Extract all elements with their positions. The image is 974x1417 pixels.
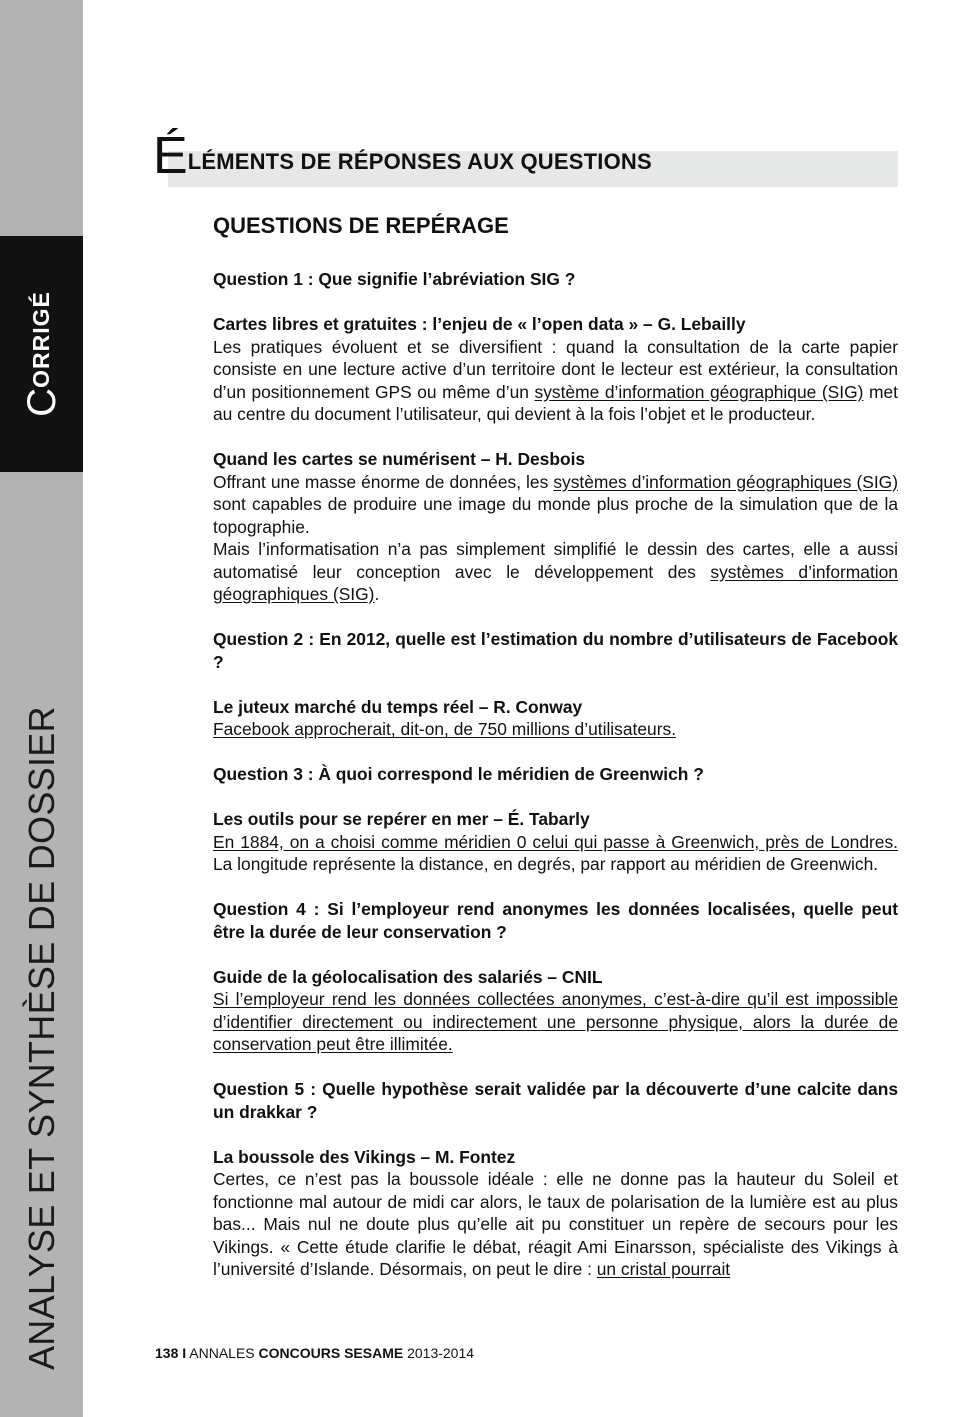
title-initial: É xyxy=(153,127,188,185)
underlined-text: système d’information géographique (SIG) xyxy=(534,381,864,402)
sidebar xyxy=(0,0,83,1417)
text-run: Offrant une masse énorme de données, les xyxy=(213,471,554,492)
source-paragraph xyxy=(213,831,898,876)
underlined-text: systèmes d’information géographiques (SIG) xyxy=(213,561,898,604)
underlined-text: Si l’employeur rend les données collectées anonymes, c’est-à-dire qu’il est impossible d’identifier directement ou indirectement une personne physique, alors la durée de conservation peut être illimitée. xyxy=(213,989,898,1054)
question-4: Question 4 : Si l’employeur rend anonymes les données localisées, quelle peut être la durée de leur conservation ? xyxy=(213,899,898,942)
section-label: ANALYSE ET SYNTHÈSE DE DOSSIER xyxy=(20,706,62,1370)
source-title: Le juteux marché du temps réel – R. Conway xyxy=(213,696,583,717)
source-block xyxy=(213,1146,898,1281)
corrige-rest: ORRIGÉ xyxy=(28,291,54,388)
text-run: Certes, ce n’est pas la boussole idéale : elle ne donne pas la hauteur du Soleil et fonctionne mal autour de midi car alors, le taux de polarisation de la lumière est au plus bas... Mais nul ne doute plus qu’elle ait pu constituer un repère de secours pour les Vikings. « Cette étude clarifie le débat, réagit Ami Einarsson, spécialiste des Vikings à l’université d’Islande. Désormais, on peut le dire : xyxy=(213,1169,898,1279)
page-footer xyxy=(155,1345,474,1361)
page-subtitle: QUESTIONS DE REPÉRAGE xyxy=(213,213,509,238)
source-paragraph xyxy=(213,538,898,606)
title-rest: LÉMENTS DE RÉPONSES AUX QUESTIONS xyxy=(187,149,652,174)
source-title: Les outils pour se repérer en mer – É. Tabarly xyxy=(213,809,590,829)
question-block xyxy=(213,1078,898,1123)
question-5: Question 5 : Quelle hypothèse serait validée par la découverte d’une calcite dans un drakkar ? xyxy=(213,1079,898,1122)
question-2: Question 2 : En 2012, quelle est l’estimation du nombre d’utilisateurs de Facebook ? xyxy=(213,629,898,672)
text-run: La longitude représente la distance, en degrés, par rapport au méridien de Greenwich. xyxy=(213,854,879,874)
text-run: met au centre du document l’utilisateur, qui devient à la fois l’objet et le producteur. xyxy=(213,381,898,424)
underlined-text: Facebook approcherait, dit-on, de 750 millions d’utilisateurs. xyxy=(213,719,677,739)
source-title: Quand les cartes se numérisent – H. Desbois xyxy=(213,449,586,469)
source-paragraph xyxy=(213,1168,898,1281)
text-run: Mais l’informatisation n’a pas simplement simplifié le dessin des cartes, elle a aussi automatisé leur conception avec le développement des xyxy=(213,539,898,582)
question-3: Question 3 : À quoi correspond le méridien de Greenwich ? xyxy=(213,764,704,784)
source-paragraph xyxy=(213,718,898,741)
footer-separator: I xyxy=(182,1345,187,1361)
page-number: 138 xyxy=(155,1345,179,1361)
source-paragraph xyxy=(213,988,898,1056)
source-title: La boussole des Vikings – M. Fontez xyxy=(213,1146,516,1167)
source-title: Cartes libres et gratuites : l’enjeu de « l’open data » – G. Lebailly xyxy=(213,314,746,334)
source-block xyxy=(213,696,898,741)
footer-years: 2013-2014 xyxy=(407,1345,475,1361)
question-block xyxy=(213,898,898,943)
question-block xyxy=(213,763,898,786)
question-1: Question 1 : Que signifie l’abréviation SIG ? xyxy=(213,269,576,289)
text-run: . xyxy=(374,584,380,604)
source-paragraph xyxy=(213,336,898,426)
content xyxy=(213,268,898,1303)
source-paragraph xyxy=(213,471,898,539)
corrige-label xyxy=(0,236,83,472)
corrige-initial: C xyxy=(19,387,64,417)
footer-concours: CONCOURS SESAME xyxy=(258,1345,404,1361)
text-run: Les pratiques évoluent et se diversifient : quand la consultation de la carte papier consiste en une lecture active d’un territoire dont le lecteur est extérieur, la consultation d’un positionnement GPS ou même d’un xyxy=(213,336,898,402)
question-block xyxy=(213,268,898,291)
source-block xyxy=(213,448,898,606)
question-block xyxy=(213,628,898,673)
underlined-text: systèmes d’information géographiques (SIG) xyxy=(553,471,898,492)
source-block xyxy=(213,966,898,1056)
underlined-text: un cristal pourrait xyxy=(596,1259,731,1279)
source-block xyxy=(213,313,898,426)
underlined-text: En 1884, on a choisi comme méridien 0 celui qui passe à Greenwich, près de Londres. xyxy=(213,831,898,852)
source-title: Guide de la géolocalisation des salariés – CNIL xyxy=(213,966,603,987)
footer-annales: ANNALES xyxy=(189,1345,255,1361)
source-block xyxy=(213,808,898,876)
page-title xyxy=(153,127,652,185)
corrige-tab xyxy=(0,236,83,472)
text-run: sont capables de produire une image du monde plus proche de la simulation que de la topographie. xyxy=(213,494,898,537)
